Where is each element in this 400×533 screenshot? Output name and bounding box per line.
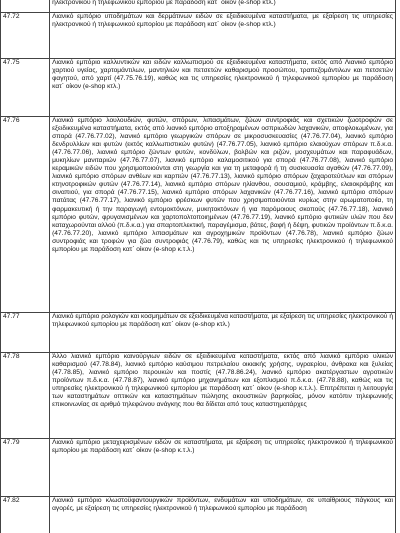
activity-description — [50, 353, 396, 439]
table-row — [1, 13, 396, 59]
table-row — [1, 439, 396, 497]
description-text: Λιανικό εμπόριο υποδημάτων και δερμάτινων ειδών σε εξειδικευμένα καταστήματα, με εξαίρεση τις υπηρεσίες ηλεκτρονικού ή τηλεφωνικού εμπορίου με παράδοση κατ΄ οίκον (e-shop κτλ.) — [52, 13, 393, 29]
table-row — [1, 0, 396, 13]
description-text: ηλεκτρονικού ή τηλεφωνικού εμπορίου με παράδοση κατ΄ οίκον (e-shop κτλ.) — [52, 0, 276, 6]
activity-description — [50, 0, 396, 13]
activity-code: 47.78 — [1, 353, 50, 439]
table-row — [1, 59, 396, 117]
table-row — [1, 313, 396, 353]
activity-code: 47.75 — [1, 59, 50, 117]
description-text: Λιανικό εμπόριο καλλυντικών και ειδών καλλωπισμού σε εξειδικευμένα καταστήματα, εκτός από Λιανικό εμπόριο χαρτιού υγείας, χαρτομάντιλων, μαντηλιών και πετσετών καθαρισμού προσώπου, τραπεζομάντιλων και πετσετών φαγητού, από χαρτί (47.75.76.19), καθώς και τις υπηρεσίες ηλεκτρονικού ή τηλεφωνικού εμπορίου με παράδοση κατ΄ οίκον (e-shop κτλ.) — [52, 59, 393, 91]
activity-code: 47.76 — [1, 117, 50, 313]
description-text: Άλλο λιανικό εμπόριο καινούργιων ειδών σε εξειδικευμένα καταστήματα, εκτός από λιανικό εμπόριο υλικών καθαρισμού (47.78.84), λιανικό εμπόριο καύσιμου πετρελαίου οικιακής χρήσης, υγραερίου, άνθρακα και ξυλείας (47.78.85), λιανικό εμπόριο περουκών και ποστίς (47.78.86.24), λιανικό εμπόριο ακατέργαστων αγροτικών προϊόντων π.δ.κ.α. (47.78.87), λιανικό εμπόριο μηχανημάτων και εξοπλισμού π.δ.κ.α. (47.78.88), καθώς και τις υπηρεσίες ηλεκτρονικού ή τηλεφωνικού εμπορίου με παράδοση κατ΄ οίκον (e-shop κ.τ.λ.). Επιτρέπεται η λειτουργία των καταστημάτων οπτικών και καταστημάτων πώλησης ακουστικών βαρηκοΐας, μόνον κατόπιν τηλεφωνικής επικοινωνίας σε αριθμό τηλεφώνου ανάγκης που θα δίδεται από τους καταστηματάρχες — [52, 353, 393, 409]
activity-code: 47.72 — [1, 13, 50, 59]
description-text: Λιανικό εμπόριο ρολογιών και κοσμημάτων σε εξειδικευμένα καταστήματα, με εξαίρεση τις υπηρεσίες ηλεκτρονικού ή τηλεφωνικού εμπορίου με παράδοση κατ΄ οίκον (e-shop κτλ.) — [52, 313, 393, 329]
activity-description — [50, 497, 396, 533]
description-text: Λιανικό εμπόριο λουλουδιών, φυτών, σπόρων, λιπασμάτων, ζώων συντροφιάς και σχετικών ζωοτροφών σε εξειδικευμένα καταστήματα, εκτός από λιανικό εμπόριο αποξηραμένων οσπριωδών λαχανικών, αποφλοιωμένων, για σπορά (47.76.77.02), λιανικό εμπόριο γεωργικών σπόρων σε μικροσυσκευασίες (47.76.77.04), λιανικό εμπόριο δενδρυλλίων και φυτών (εκτός καλλωπιστικών φυτών) (47.76.77.05), λιανικό εμπόριο ελαιούχων σπόρων π.δ.κ.α. (47.76.77.06), λιανικό εμπόριο ζώντων φυτών, κονδύλων, βολβών και ριζών, μοσχευμάτων και παραφυάδων, μυκηλίων μανιταριών (47.76.77.07), λιανικό εμπόριο καλαμοσιτικού για σπορά (47.76.77.08), λιανικό εμπόριο κεραμικών ειδών που χρησιμοποιούνται στη γεωργία και για τη μεταφορά ή τη συσκευασία αγαθών (47.76.77.09), λιανικό εμπόριο σπόρων ανθέων και καρπών (47.76.77.13), λιανικό εμπόριο σπόρων ζαχαροτεύτλων και σπόρων κτηνοτροφικών φυτών (47.76.77.14), λιανικό εμπόριο σπόρων ηλίανθου, σουσαμιού, κράμβης, ελαιοκράμβης και σιναπιού, για σπορά (47.76.77.15), λιανικό εμπόριο σπόρων λαχανικών (47.76.77.16), λιανικό εμπόριο σπόρων πατάτας (47.76.77.17), λιανικό εμπόριο φρέσκων φυτών που χρησιμοποιούνται κυρίως στην αρωματοποιία, τη φαρμακευτική ή την παραγωγή εντομοκτόνων, μυκητοκτόνων ή για παρόμοιους σκοπούς (47.76.77.18), λιανικό εμπόριο φυτών, φρυγανισμένων και χαρτοπολτοποιημένων (47.76.77.19), λιανικό εμπόριο φυτικών υλών που δεν καταχωρούνται αλλού (π.δ.κ.α.) για σπαρτοπλεκτική, παραγέμισμα, βάτες, βαφή ή δέψη, φυτικών προϊόντων π.δ.κ.α. (47.76.77.20), λιανικό εμπόριο λιπασμάτων και αγροχημικών προϊόντων (47.76.78), λιανικό εμπόριο ζώων συντροφιάς και τροφών για ζώα συντροφιάς (47.76.79), καθώς και τις υπηρεσίες ηλεκτρονικού ή τηλεφωνικού εμπορίου με παράδοση κατ΄ οίκον (e-shop κ.τ.λ.) — [52, 117, 393, 253]
activity-description — [50, 117, 396, 313]
table-row — [1, 353, 396, 439]
activity-description — [50, 13, 396, 59]
activity-code — [1, 0, 50, 13]
activity-code: 47.77 — [1, 313, 50, 353]
activity-code: 47.82 — [1, 497, 50, 533]
table-row — [1, 497, 396, 533]
activity-description — [50, 59, 396, 117]
activity-code: 47.79 — [1, 439, 50, 497]
activity-description — [50, 439, 396, 497]
activity-description — [50, 313, 396, 353]
table-row — [1, 117, 396, 313]
description-text: Λιανικό εμπόριο μεταχειρισμένων ειδών σε καταστήματα, με εξαίρεση τις υπηρεσίες ηλεκτρονικού ή τηλεφωνικού εμπορίου με παράδοση κατ΄ οίκον (e-shop κ.τ.λ.) — [52, 439, 393, 455]
description-text: Λιανικό εμπόριο κλωστοϋφαντουργικών προϊόντων, ενδυμάτων και υποδημάτων, σε υπαίθριους πάγκους και αγορές, με εξαίρεση τις υπηρεσίες ηλεκτρονικού ή τηλεφωνικού εμπορίου με παράδοση — [52, 497, 393, 513]
